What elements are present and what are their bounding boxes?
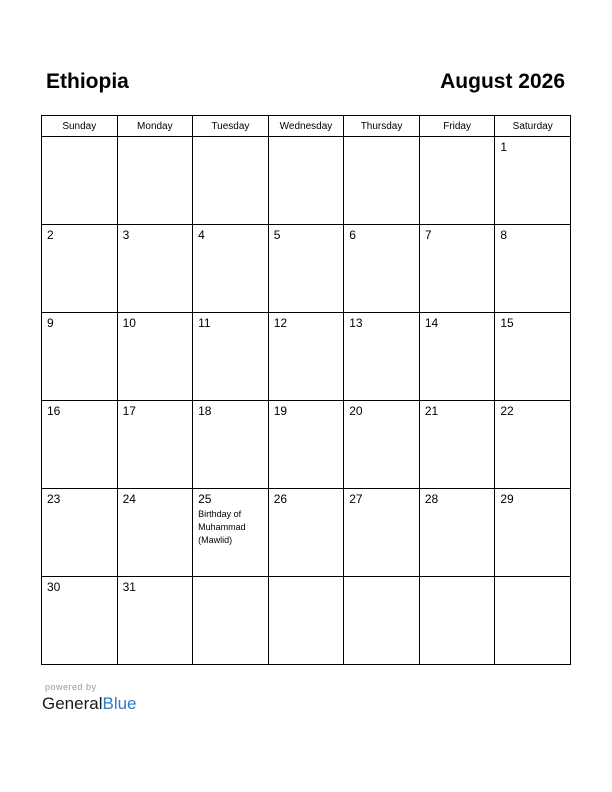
day-cell bbox=[495, 577, 571, 665]
weekday-header: Thursday bbox=[344, 116, 420, 137]
day-number: 5 bbox=[273, 228, 281, 242]
day-number: 28 bbox=[424, 492, 439, 506]
powered-by-text: powered by bbox=[45, 682, 97, 692]
day-cell bbox=[268, 137, 344, 225]
day-cell bbox=[344, 137, 420, 225]
brand-blue: Blue bbox=[102, 694, 137, 713]
day-cell bbox=[495, 313, 571, 401]
day-number: 16 bbox=[47, 404, 61, 418]
generalblue-logo[interactable] bbox=[42, 694, 137, 714]
day-cell bbox=[419, 137, 495, 225]
day-cell bbox=[419, 577, 495, 665]
day-cell bbox=[193, 401, 269, 489]
day-cell bbox=[344, 401, 420, 489]
day-cell bbox=[344, 577, 420, 665]
day-cell bbox=[419, 401, 495, 489]
day-cell bbox=[42, 137, 118, 225]
day-cell bbox=[193, 577, 269, 665]
weekday-header: Saturday bbox=[495, 116, 571, 137]
week-row bbox=[42, 401, 571, 489]
day-cell bbox=[42, 313, 118, 401]
day-cell bbox=[495, 137, 571, 225]
calendar-grid bbox=[41, 115, 571, 665]
week-row bbox=[42, 137, 571, 225]
day-cell bbox=[344, 225, 420, 313]
month-title: August 2026 bbox=[440, 70, 565, 93]
day-cell bbox=[42, 577, 118, 665]
week-row bbox=[42, 225, 571, 313]
day-cell bbox=[193, 225, 269, 313]
week-row bbox=[42, 313, 571, 401]
day-cell bbox=[495, 225, 571, 313]
day-cell bbox=[193, 137, 269, 225]
day-number: 21 bbox=[424, 404, 439, 418]
day-cell bbox=[268, 401, 344, 489]
day-cell bbox=[344, 489, 420, 577]
day-number: 31 bbox=[122, 580, 136, 594]
day-number: 15 bbox=[500, 316, 514, 330]
day-cell bbox=[268, 489, 344, 577]
day-cell bbox=[344, 313, 420, 401]
day-number: 3 bbox=[122, 228, 130, 242]
day-cell bbox=[419, 489, 495, 577]
day-cell bbox=[419, 313, 495, 401]
day-cell bbox=[42, 225, 118, 313]
day-number: 1 bbox=[500, 140, 508, 154]
day-number: 25 bbox=[198, 492, 212, 506]
day-cell bbox=[495, 401, 571, 489]
day-number: 26 bbox=[273, 492, 288, 506]
day-number: 2 bbox=[47, 228, 54, 242]
day-cell bbox=[193, 313, 269, 401]
weekday-header: Wednesday bbox=[268, 116, 344, 137]
day-cell bbox=[268, 577, 344, 665]
week-row bbox=[42, 489, 571, 577]
country-title: Ethiopia bbox=[46, 70, 129, 93]
day-number: 9 bbox=[47, 316, 54, 330]
weekday-header: Tuesday bbox=[193, 116, 269, 137]
day-number: 7 bbox=[424, 228, 432, 242]
day-cell bbox=[268, 225, 344, 313]
day-number: 14 bbox=[424, 316, 439, 330]
day-number: 8 bbox=[500, 228, 508, 242]
day-cell bbox=[117, 225, 193, 313]
day-number: 22 bbox=[500, 404, 514, 418]
weekday-header-row bbox=[42, 116, 571, 137]
day-number: 11 bbox=[198, 316, 211, 330]
day-cell bbox=[117, 489, 193, 577]
day-cell bbox=[117, 137, 193, 225]
day-number: 10 bbox=[122, 316, 136, 330]
holiday-label: Birthday of Muhammad (Mawlid) bbox=[198, 509, 246, 545]
day-cell bbox=[42, 489, 118, 577]
day-number: 4 bbox=[198, 228, 205, 242]
day-number: 12 bbox=[273, 316, 288, 330]
weekday-header: Monday bbox=[117, 116, 193, 137]
day-number: 23 bbox=[47, 492, 61, 506]
day-number: 27 bbox=[349, 492, 363, 506]
day-number: 6 bbox=[349, 228, 356, 242]
day-number: 30 bbox=[47, 580, 61, 594]
day-number: 29 bbox=[500, 492, 514, 506]
week-row bbox=[42, 577, 571, 665]
day-cell bbox=[117, 577, 193, 665]
day-cell bbox=[42, 401, 118, 489]
day-cell bbox=[419, 225, 495, 313]
day-number: 24 bbox=[122, 492, 136, 506]
day-number: 18 bbox=[198, 404, 212, 418]
weekday-header: Friday bbox=[419, 116, 495, 137]
day-number: 19 bbox=[273, 404, 288, 418]
weekday-header: Sunday bbox=[42, 116, 118, 137]
day-cell bbox=[193, 489, 269, 577]
day-cell bbox=[117, 401, 193, 489]
brand-general: General bbox=[42, 694, 103, 713]
day-number: 13 bbox=[349, 316, 363, 330]
day-number: 20 bbox=[349, 404, 363, 418]
day-cell bbox=[268, 313, 344, 401]
day-number: 17 bbox=[122, 404, 136, 418]
day-cell bbox=[495, 489, 571, 577]
day-cell bbox=[117, 313, 193, 401]
